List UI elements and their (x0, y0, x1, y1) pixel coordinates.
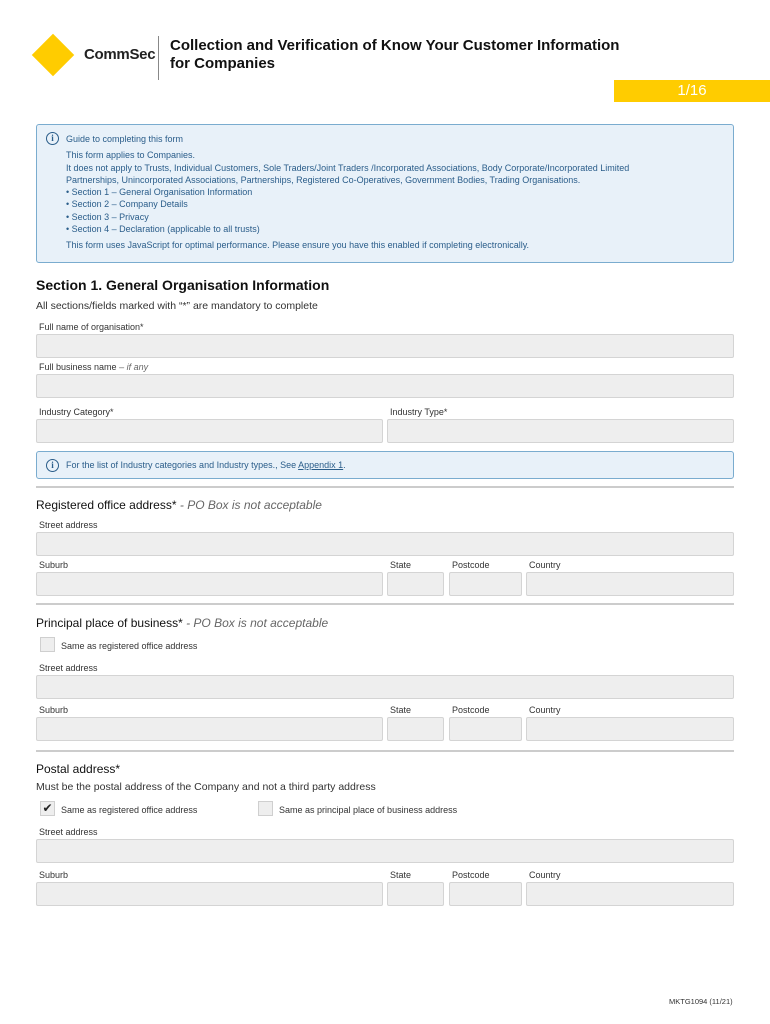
suburb-label: Suburb (39, 870, 69, 880)
postal-same-as-principal-checkbox[interactable] (258, 801, 273, 816)
registered-country-field[interactable] (526, 572, 734, 596)
registered-state-field[interactable] (387, 572, 444, 596)
page-title (170, 37, 730, 73)
principal-country-field[interactable] (526, 717, 734, 741)
postal-same-as-registered-label: Same as registered office address (61, 805, 198, 815)
industry-note-box (36, 451, 734, 479)
principal-place-heading (36, 616, 328, 630)
guide-box (36, 124, 734, 263)
country-label: Country (529, 705, 561, 715)
postal-same-as-registered-checkbox[interactable]: ✔ (40, 801, 55, 816)
page-indicator: 1/16 (614, 80, 770, 102)
industry-category-label: Industry Category* (39, 407, 114, 417)
industry-category-field[interactable] (36, 419, 383, 443)
commsec-logo (36, 36, 156, 80)
full-name-field[interactable] (36, 334, 734, 358)
logo-diamond-icon (32, 34, 74, 76)
section-divider (36, 603, 734, 605)
appendix-1-link[interactable]: Appendix 1 (298, 460, 344, 470)
guide-line: It does not apply to Trusts, Individual Customers, Sole Traders/Joint Traders /Incorporated Associations, Body Corporate/Incorporated Limited (66, 162, 630, 173)
guide-javascript-note: This form uses JavaScript for optimal performance. Please ensure you have this enabled if completing electronically. (66, 240, 530, 251)
postcode-label: Postcode (452, 560, 490, 570)
street-address-label: Street address (39, 827, 98, 837)
postcode-label: Postcode (452, 870, 490, 880)
suburb-label: Suburb (39, 705, 69, 715)
registered-suburb-field[interactable] (36, 572, 383, 596)
industry-note-suffix: . (343, 460, 346, 470)
industry-type-label: Industry Type* (390, 407, 448, 417)
state-label: State (390, 560, 412, 570)
street-address-label: Street address (39, 663, 98, 673)
street-address-label: Street address (39, 520, 98, 530)
section-1-title: Section 1. General Organisation Information (36, 277, 330, 293)
guide-text (66, 133, 726, 252)
header-divider (158, 36, 159, 80)
postcode-label: Postcode (452, 705, 490, 715)
postal-country-field[interactable] (526, 882, 734, 906)
title-line-2: for Companies (170, 55, 276, 72)
guide-bullet: • Section 1 – General Organisation Information (66, 187, 253, 198)
industry-type-field[interactable] (387, 419, 734, 443)
principal-same-as-registered-checkbox[interactable] (40, 637, 55, 652)
guide-line: Partnerships, Unincorporated Associations, Partnerships, Registered Co-Operatives, Government Bodies, Trading Organisations. (66, 174, 581, 185)
postal-same-as-principal-label: Same as principal place of business address (279, 805, 458, 815)
guide-bullet: • Section 3 – Privacy (66, 211, 149, 222)
principal-street-field[interactable] (36, 675, 734, 699)
business-name-label-text: Full business name (39, 362, 117, 372)
principal-state-field[interactable] (387, 717, 444, 741)
principal-same-as-registered-label: Same as registered office address (61, 641, 198, 651)
principal-postcode-field[interactable] (449, 717, 522, 741)
guide-bullet: • Section 4 – Declaration (applicable to all trusts) (66, 224, 260, 235)
postal-address-heading: Postal address* (36, 762, 121, 776)
industry-note-text (66, 460, 346, 470)
guide-bullet: • Section 2 – Company Details (66, 199, 188, 210)
principal-place-heading-text: Principal place of business* (36, 616, 183, 630)
business-name-field[interactable] (36, 374, 734, 398)
business-name-hint: – if any (119, 362, 149, 372)
registered-postcode-field[interactable] (449, 572, 522, 596)
postal-address-note: Must be the postal address of the Company and not a third party address (36, 781, 376, 793)
industry-note-prefix: For the list of Industry categories and Industry types., See (66, 460, 299, 470)
registered-office-heading-text: Registered office address* (36, 498, 177, 512)
postal-postcode-field[interactable] (449, 882, 522, 906)
info-icon: i (46, 132, 59, 145)
section-divider (36, 486, 734, 488)
section-divider (36, 750, 734, 752)
country-label: Country (529, 560, 561, 570)
suburb-label: Suburb (39, 560, 69, 570)
info-icon: i (46, 459, 59, 472)
guide-heading: Guide to completing this form (66, 134, 184, 144)
registered-office-heading-note: - PO Box is not acceptable (176, 498, 322, 512)
principal-place-heading-note: - PO Box is not acceptable (182, 616, 329, 630)
state-label: State (390, 705, 412, 715)
logo-text: CommSec (84, 46, 156, 63)
guide-line: This form applies to Companies. (66, 150, 196, 161)
registered-office-heading (36, 498, 322, 512)
state-label: State (390, 870, 412, 880)
business-name-label (39, 362, 148, 372)
postal-state-field[interactable] (387, 882, 444, 906)
mandatory-note: All sections/fields marked with “*” are mandatory to complete (36, 300, 318, 312)
principal-suburb-field[interactable] (36, 717, 383, 741)
postal-street-field[interactable] (36, 839, 734, 863)
country-label: Country (529, 870, 561, 880)
form-code: MKTG1094 (11/21) (669, 997, 733, 1006)
title-line-1: Collection and Verification of Know Your Customer Information (170, 37, 620, 54)
full-name-label: Full name of organisation* (39, 322, 144, 332)
registered-street-field[interactable] (36, 532, 734, 556)
postal-suburb-field[interactable] (36, 882, 383, 906)
